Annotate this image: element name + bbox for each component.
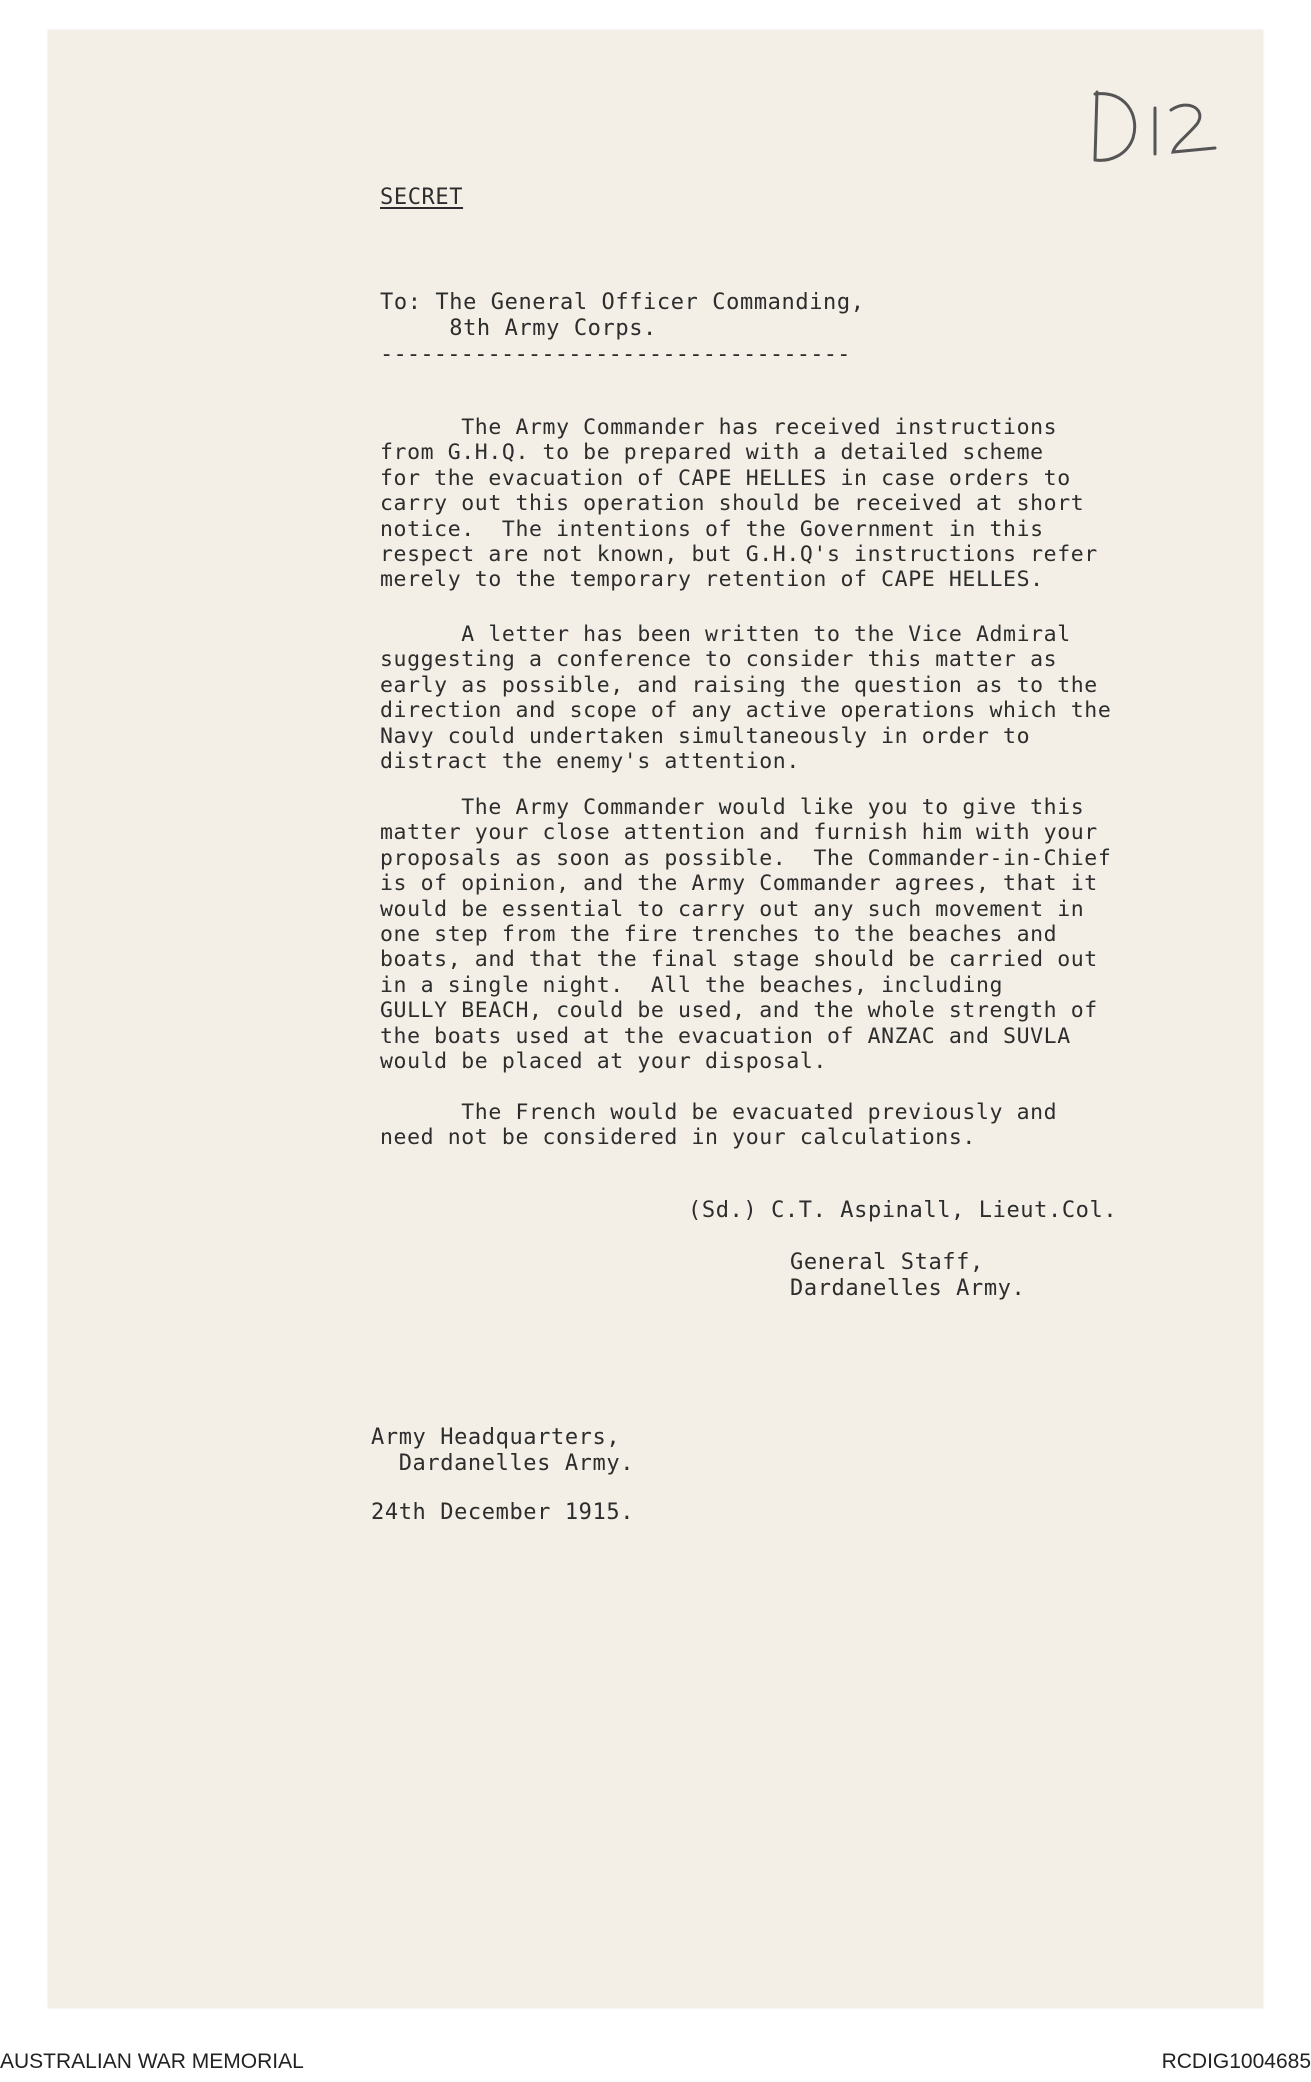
addressee: To: The General Officer Commanding, 8th Army Corps. <box>380 290 865 341</box>
signature-title: General Staff, Dardanelles Army. <box>790 1250 1026 1301</box>
origin-address: Army Headquarters, Dardanelles Army. <box>371 1425 635 1476</box>
document-date: 24th December 1915. <box>371 1500 635 1525</box>
handwritten-mark <box>1085 80 1235 180</box>
footer-reference: RCDIG1004685 <box>1161 2050 1311 2073</box>
separator-line: ----------------------------------- <box>380 342 851 367</box>
paragraph-2: A letter has been written to the Vice Admiral suggesting a conference to consider this matter as early as possible, and raising the question as to the direction and scope of any active operations which the Navy could undertaken simultaneously in order to distract the enemy's attention. <box>380 622 1112 775</box>
paragraph-4: The French would be evacuated previously and need not be considered in your calculations. <box>380 1100 1058 1151</box>
paragraph-3: The Army Commander would like you to give this matter your close attention and furnish him with your proposals as soon as possible. The Commander-in-Chief is of opinion, and the Army Commander agrees, that it would be essential to carry out any such movement in one step from the fire trenches to the beaches and boats, and that the final stage should be carried out in a single night. All the beaches, including GULLY BEACH, could be used, and the whole strength of the boats used at the evacuation of ANZAC and SUVLA would be placed at your disposal. <box>380 795 1112 1075</box>
paragraph-1: The Army Commander has received instructions from G.H.Q. to be prepared with a detailed scheme for the evacuation of CAPE HELLES in case orders to carry out this operation should be received at short notice. The intentions of the Government in this respect are not known, but G.H.Q's instructions refer merely to the temporary retention of CAPE HELLES. <box>380 415 1098 593</box>
classification-heading: SECRET <box>380 185 464 210</box>
signature: (Sd.) C.T. Aspinall, Lieut.Col. <box>688 1198 1118 1223</box>
footer-institution: AUSTRALIAN WAR MEMORIAL <box>0 2050 304 2073</box>
